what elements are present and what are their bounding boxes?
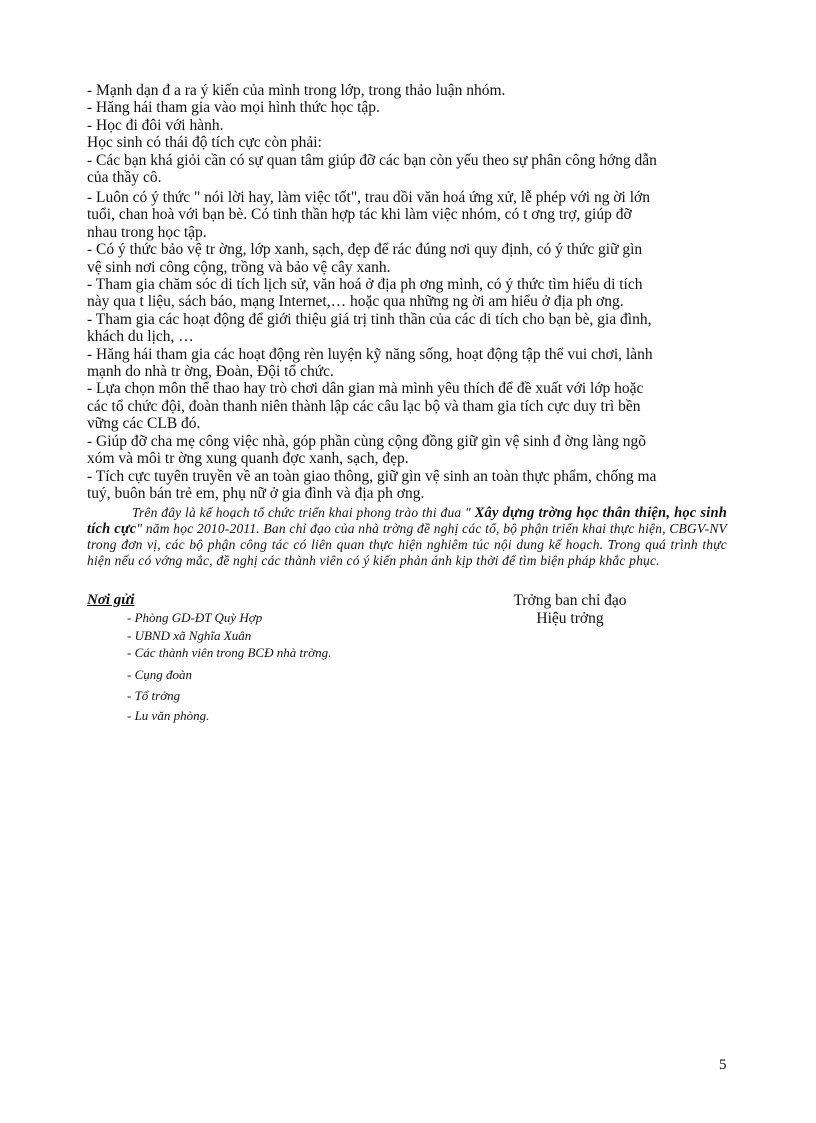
recipient-item: - Lu văn phòng. [127,707,210,723]
text-line: nhau trong học tập. [87,223,207,241]
text-line: - Giúp đỡ cha mẹ công việc nhà, góp phần cùng cộng đồng giữ gìn vệ sinh đ ờng làng ngõ [87,432,647,450]
recipient-item: - Phòng GD-ĐT Quỳ Hợp [127,610,263,625]
closing-paragraph [87,505,727,569]
text-line: mạnh do nhà tr ờng, Đoàn, Đội tổ chức. [87,363,334,381]
text-line: này qua t liệu, sách báo, mạng Internet,… hoặc qua những ng ời am hiểu ở địa ph ơng. [87,293,624,311]
body-section-main [87,189,737,502]
text-line: - Hăng hái tham gia vào mọi hình thức học tập. [87,99,380,117]
recipients-title: Nơi gửi [87,592,135,608]
text-line: - Học đi đôi với hành. [87,116,224,134]
text-line: - Hăng hái tham gia các hoạt động rèn luyện kỹ năng sống, hoạt động tập thể vui chơi, lành [87,345,653,363]
text-line: - Tham gia các hoạt động để giới thiệu giá trị tinh thần của các di tích cho bạn bè, gia đình, [87,310,652,328]
text-line: của thầy cô. [87,169,162,187]
text-line: - Tích cực tuyên truyền về an toàn giao thông, giữ gìn vệ sinh an toàn thực phẩm, chống ma [87,467,657,485]
recipient-item: - Tổ trởng [127,688,181,703]
text-line: - Luôn có ý thức " nói lời hay, làm việc tốt", trau dồi văn hoá ứng xử, lễ phép với ng ời lớn [87,189,650,206]
recipient-item: - Cụng đoàn [127,666,192,682]
recipient-item: - Các thành viên trong BCĐ nhà trờng. [127,645,332,660]
recipient-item: - UBND xã Nghĩa Xuân [127,627,252,643]
text-line: tuý, buôn bán trẻ em, phụ nữ ở gia đình và địa ph ơng. [87,484,425,502]
text-line: khách du lịch, … [87,328,194,346]
signature-role: Hiệu trởng [536,610,604,627]
text-line: vững các CLB đó. [87,415,201,433]
signature-block [440,592,700,628]
text-line: các tổ chức đội, đoàn thanh niên thành lập các câu lạc bộ và tham gia tích cực duy trì bền [87,397,641,415]
text-line: xóm và môi tr ờng xung quanh đợc xanh, sạch, đẹp. [87,450,409,468]
closing-text-2: " năm học 2010-2011. Ban chỉ đạo của nhà trờng đề nghị các tổ, bộ phận triển khai thực hiện, CBGV-NV trong đơn vị, các bộ phận công tác có liên quan thực hiện nghiêm túc nội dung kế hoạch. Trong quá trình thực hiện nếu có vớng mắc, đề nghị các thành viên có ý kiến phản ánh kịp thời để tìm biện pháp khắc phục. [87,521,727,568]
movement-name: Xây dựng trờng học thân thiện, học sinh tích cực [87,505,727,537]
text-line: tuổi, chan hoà với bạn bè. Có tinh thần hợp tác khi làm việc nhóm, có t ơng trợ, giúp đỡ [87,206,632,224]
text-line: - Các bạn khá giỏi cần có sự quan tâm giúp đỡ các bạn còn yếu theo sự phân công hớng dẫn [87,151,657,169]
text-line: - Có ý thức bảo vệ tr ờng, lớp xanh, sạch, đẹp để rác đúng nơi quy định, có ý thức giữ gìn [87,241,643,259]
text-line: vệ sinh nơi công cộng, trồng và bảo vệ cây xanh. [87,258,391,276]
recipients-list [127,610,331,725]
text-line: - Mạnh dạn đ a ra ý kiến của mình trong lớp, trong thảo luận nhóm. [87,82,506,99]
page-number: 5 [719,1057,727,1073]
text-line: - Tham gia chăm sóc di tích lịch sử, văn hoá ở địa ph ơng mình, có ý thức tìm hiểu di tích [87,276,643,294]
text-line: - Lựa chọn môn thể thao hay trò chơi dân gian mà mình yêu thích để đề xuất với lớp hoặc [87,380,644,398]
body-section-top [87,82,737,186]
text-line: Học sinh có thái độ tích cực còn phải: [87,134,322,152]
signature-title: Trởng ban chỉ đạo [513,592,627,609]
closing-text-1: Trên đây là kế hoạch tổ chức triển khai phong trào thi đua " [132,505,475,520]
